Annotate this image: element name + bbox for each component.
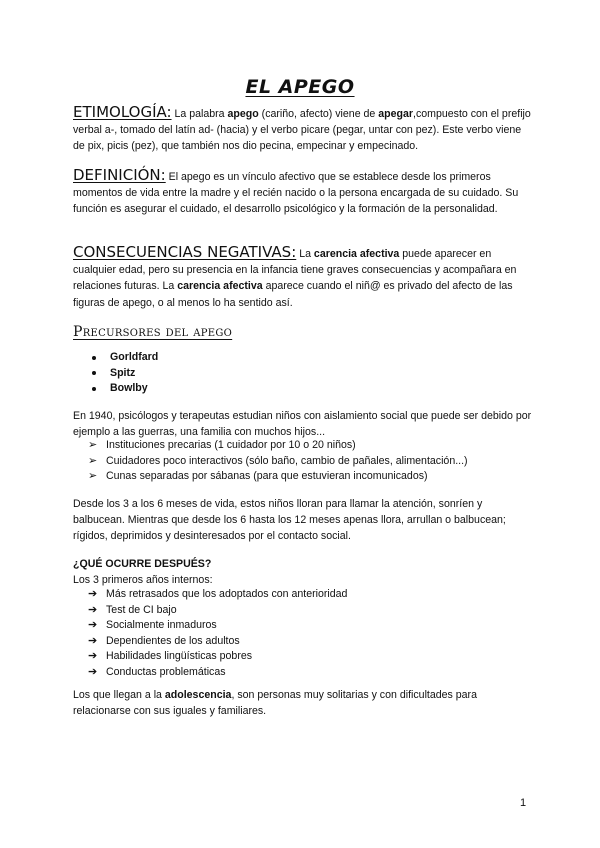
definicion-heading: DEFINICIÓN: (73, 166, 166, 184)
bullet-icon (92, 387, 96, 391)
list-item: ➔ Socialmente inmaduros (88, 618, 347, 634)
desarrollo-paragraph: Desde los 3 a los 6 meses de vida, estos niños lloran para llamar la atención, sonríen y balbucean. Mientras que desde los 6 hasta los 12 meses apenas llora, arrullan o balbucean; rígidos, deprimidos y desinteresados por el contacto social. (73, 498, 506, 543)
arrow-bullet-icon: ➔ (88, 603, 98, 616)
list-item: Bowlby (92, 381, 158, 397)
list-item: ➔ Test de CI bajo (88, 603, 347, 619)
definicion-paragraph: DEFINICIÓN: El apego es un vínculo afectivo que se establece desde los primeros momentos de vida entre la madre y el recién nacido o la persona encargada de su cuidado. Su función es asegurar el cuidado, el desarrollo psicológico y la formación de la personalidad. (73, 166, 519, 216)
list-item: Spitz (92, 366, 158, 382)
consecuencias-heading: CONSECUENCIAS NEGATIVAS: (73, 243, 297, 261)
page-title: EL APEGO (245, 76, 355, 98)
bullet-icon (92, 371, 96, 375)
arrow-bullet-icon: ➔ (88, 588, 98, 600)
arrow-bullet-icon: ➔ (88, 665, 98, 678)
bullet-icon (92, 356, 96, 360)
estudio-intro: En 1940, psicólogos y terapeutas estudian niños con aislamiento social que puede ser debido por ejemplo a las guerras, una familia con muchos hijos... (73, 410, 532, 439)
list-item: ➔ Conductas problemáticas (88, 665, 347, 681)
arrowhead-bullet-icon: ➢ (88, 454, 98, 467)
adolescencia-paragraph: Los que llegan a la adolescencia, son personas muy solitarias y con dificultades para relacionarse con sus iguales y familiares. (73, 689, 477, 718)
list-item: Gorldfard (92, 350, 158, 366)
arrowhead-bullet-icon: ➢ (88, 439, 98, 451)
list-item: ➢ Instituciones precarias (1 cuidador por 10 o 20 niños) (88, 438, 468, 454)
etimologia-paragraph: ETIMOLOGÍA: La palabra apego (cariño, afecto) viene de apegar,compuesto con el prefijo verbal a-, tomado del latín ad- (hacia) y el verbo picare (pegar, untar con pez). Este verbo viene de pix, picis (pez), que también nos dio pecina, empecinar y empecinado. (73, 103, 531, 153)
precursores-list (92, 350, 158, 397)
consecuencias-paragraph: CONSECUENCIAS NEGATIVAS: La carencia afectiva puede aparecer en cualquier edad, pero su presencia en la infancia tiene graves consecuencias y acompañara en relaciones futuras. La carencia afectiva aparece cuando el niñ@ es privado del afecto de las figuras de apego, o al menos lo ha sentido así. (73, 243, 517, 309)
arrow-bullet-icon: ➔ (88, 650, 98, 662)
list-item: ➔ Habilidades lingüísticas pobres (88, 649, 347, 665)
list-item: ➔ Dependientes de los adultos (88, 634, 347, 650)
list-item: ➢ Cunas separadas por sábanas (para que estuvieran incomunicados) (88, 469, 468, 485)
estudio-list (88, 438, 468, 485)
arrowhead-bullet-icon: ➢ (88, 470, 98, 482)
despues-intro: Los 3 primeros años internos: (73, 574, 213, 586)
despues-list (88, 587, 347, 680)
etimologia-heading: ETIMOLOGÍA: (73, 103, 172, 121)
page-number: 1 (520, 797, 527, 809)
despues-heading: ¿QUÉ OCURRE DESPUÉS? (73, 558, 212, 570)
arrow-bullet-icon: ➔ (88, 619, 98, 631)
arrow-bullet-icon: ➔ (88, 634, 98, 647)
precursores-heading: Precursores del apego (73, 324, 233, 340)
list-item: ➢ Cuidadores poco interactivos (sólo baño, cambio de pañales, alimentación...) (88, 454, 468, 470)
list-item: ➔ Más retrasados que los adoptados con anterioridad (88, 587, 347, 603)
